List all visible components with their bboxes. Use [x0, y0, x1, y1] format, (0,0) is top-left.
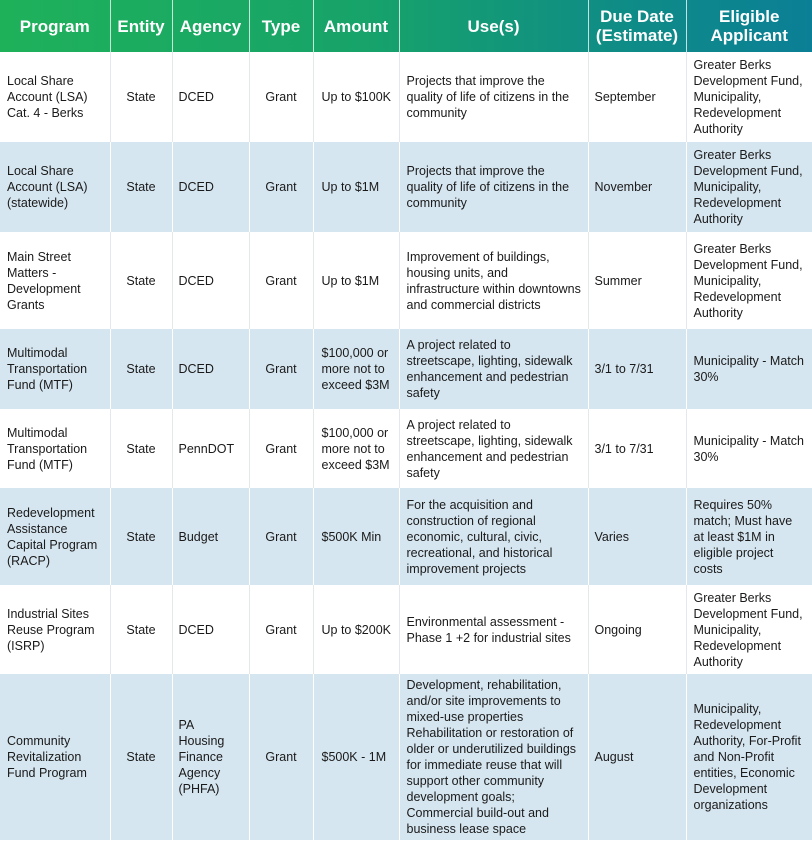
- cell-amount: $100,000 or more not to exceed $3M: [313, 329, 399, 409]
- cell-program: Main Street Matters - Development Grants: [0, 232, 110, 329]
- cell-type: Grant: [249, 142, 313, 232]
- cell-due-date: 3/1 to 7/31: [588, 329, 686, 409]
- cell-uses: Projects that improve the quality of life of citizens in the community: [399, 142, 588, 232]
- cell-eligible-applicant: Greater Berks Development Fund, Municipality, Redevelopment Authority: [686, 585, 812, 674]
- table-row: [0, 52, 812, 142]
- cell-entity: State: [110, 488, 172, 585]
- table-body: [0, 52, 812, 840]
- header-due-line2: (Estimate): [595, 26, 679, 45]
- cell-amount: Up to $200K: [313, 585, 399, 674]
- cell-entity: State: [110, 329, 172, 409]
- table-row: [0, 329, 812, 409]
- header-program: Program: [0, 0, 110, 52]
- cell-uses: Environmental assessment - Phase 1 +2 for industrial sites: [399, 585, 588, 674]
- cell-entity: State: [110, 585, 172, 674]
- header-eligible-applicant: [686, 0, 812, 52]
- table-row: [0, 232, 812, 329]
- cell-entity: State: [110, 409, 172, 488]
- table-row: [0, 585, 812, 674]
- cell-type: Grant: [249, 488, 313, 585]
- cell-type: Grant: [249, 409, 313, 488]
- cell-program: Multimodal Transportation Fund (MTF): [0, 409, 110, 488]
- cell-agency: Budget: [172, 488, 249, 585]
- cell-type: Grant: [249, 329, 313, 409]
- cell-amount: $100,000 or more not to exceed $3M: [313, 409, 399, 488]
- cell-uses: Improvement of buildings, housing units, and infrastructure within downtowns and commercial districts: [399, 232, 588, 329]
- cell-eligible-applicant: Municipality, Redevelopment Authority, For-Profit and Non-Profit entities, Economic Development organizations: [686, 674, 812, 840]
- cell-program: Community Revitalization Fund Program: [0, 674, 110, 840]
- cell-program: Local Share Account (LSA) (statewide): [0, 142, 110, 232]
- cell-amount: Up to $1M: [313, 142, 399, 232]
- cell-due-date: Summer: [588, 232, 686, 329]
- cell-type: Grant: [249, 52, 313, 142]
- table-row: [0, 142, 812, 232]
- table-row: [0, 674, 812, 840]
- cell-uses: A project related to streetscape, lighting, sidewalk enhancement and pedestrian safety: [399, 329, 588, 409]
- header-agency: Agency: [172, 0, 249, 52]
- header-uses: Use(s): [399, 0, 588, 52]
- header-elig-line2: Applicant: [710, 26, 788, 45]
- header-amount: Amount: [313, 0, 399, 52]
- cell-due-date: November: [588, 142, 686, 232]
- cell-program: Industrial Sites Reuse Program (ISRP): [0, 585, 110, 674]
- cell-eligible-applicant: Municipality - Match 30%: [686, 329, 812, 409]
- header-due-date: [588, 0, 686, 52]
- header-entity: Entity: [110, 0, 172, 52]
- cell-agency: PennDOT: [172, 409, 249, 488]
- cell-program: Multimodal Transportation Fund (MTF): [0, 329, 110, 409]
- table-header: [0, 0, 812, 52]
- cell-entity: State: [110, 142, 172, 232]
- cell-amount: Up to $100K: [313, 52, 399, 142]
- table-row: [0, 409, 812, 488]
- cell-type: Grant: [249, 585, 313, 674]
- cell-amount: Up to $1M: [313, 232, 399, 329]
- cell-agency: PA Housing Finance Agency (PHFA): [172, 674, 249, 840]
- cell-program: Local Share Account (LSA) Cat. 4 - Berks: [0, 52, 110, 142]
- cell-agency: DCED: [172, 232, 249, 329]
- cell-due-date: 3/1 to 7/31: [588, 409, 686, 488]
- cell-eligible-applicant: Requires 50% match; Must have at least $1M in eligible project costs: [686, 488, 812, 585]
- cell-entity: State: [110, 232, 172, 329]
- cell-eligible-applicant: Municipality - Match 30%: [686, 409, 812, 488]
- cell-uses: Development, rehabilitation, and/or site improvements to mixed-use properties Rehabilitation or restoration of older or underutilized buildings for immediate reuse that will support other community development goals; Commercial build-out and business lease space: [399, 674, 588, 840]
- cell-uses: A project related to streetscape, lighting, sidewalk enhancement and pedestrian safety: [399, 409, 588, 488]
- cell-uses: For the acquisition and construction of regional economic, cultural, civic, recreational, and historical improvement projects: [399, 488, 588, 585]
- cell-entity: State: [110, 674, 172, 840]
- cell-due-date: Varies: [588, 488, 686, 585]
- cell-agency: DCED: [172, 52, 249, 142]
- cell-amount: $500K Min: [313, 488, 399, 585]
- header-due-line1: Due Date: [600, 7, 674, 26]
- header-type: Type: [249, 0, 313, 52]
- cell-agency: DCED: [172, 585, 249, 674]
- cell-eligible-applicant: Greater Berks Development Fund, Municipality, Redevelopment Authority: [686, 142, 812, 232]
- cell-type: Grant: [249, 232, 313, 329]
- cell-program: Redevelopment Assistance Capital Program (RACP): [0, 488, 110, 585]
- table-row: [0, 488, 812, 585]
- cell-uses: Projects that improve the quality of life of citizens in the community: [399, 52, 588, 142]
- header-elig-line1: Eligible: [719, 7, 780, 26]
- cell-amount: $500K - 1M: [313, 674, 399, 840]
- cell-due-date: August: [588, 674, 686, 840]
- cell-agency: DCED: [172, 142, 249, 232]
- cell-due-date: September: [588, 52, 686, 142]
- cell-type: Grant: [249, 674, 313, 840]
- cell-agency: DCED: [172, 329, 249, 409]
- cell-eligible-applicant: Greater Berks Development Fund, Municipality, Redevelopment Authority: [686, 232, 812, 329]
- cell-entity: State: [110, 52, 172, 142]
- cell-eligible-applicant: Greater Berks Development Fund, Municipality, Redevelopment Authority: [686, 52, 812, 142]
- cell-due-date: Ongoing: [588, 585, 686, 674]
